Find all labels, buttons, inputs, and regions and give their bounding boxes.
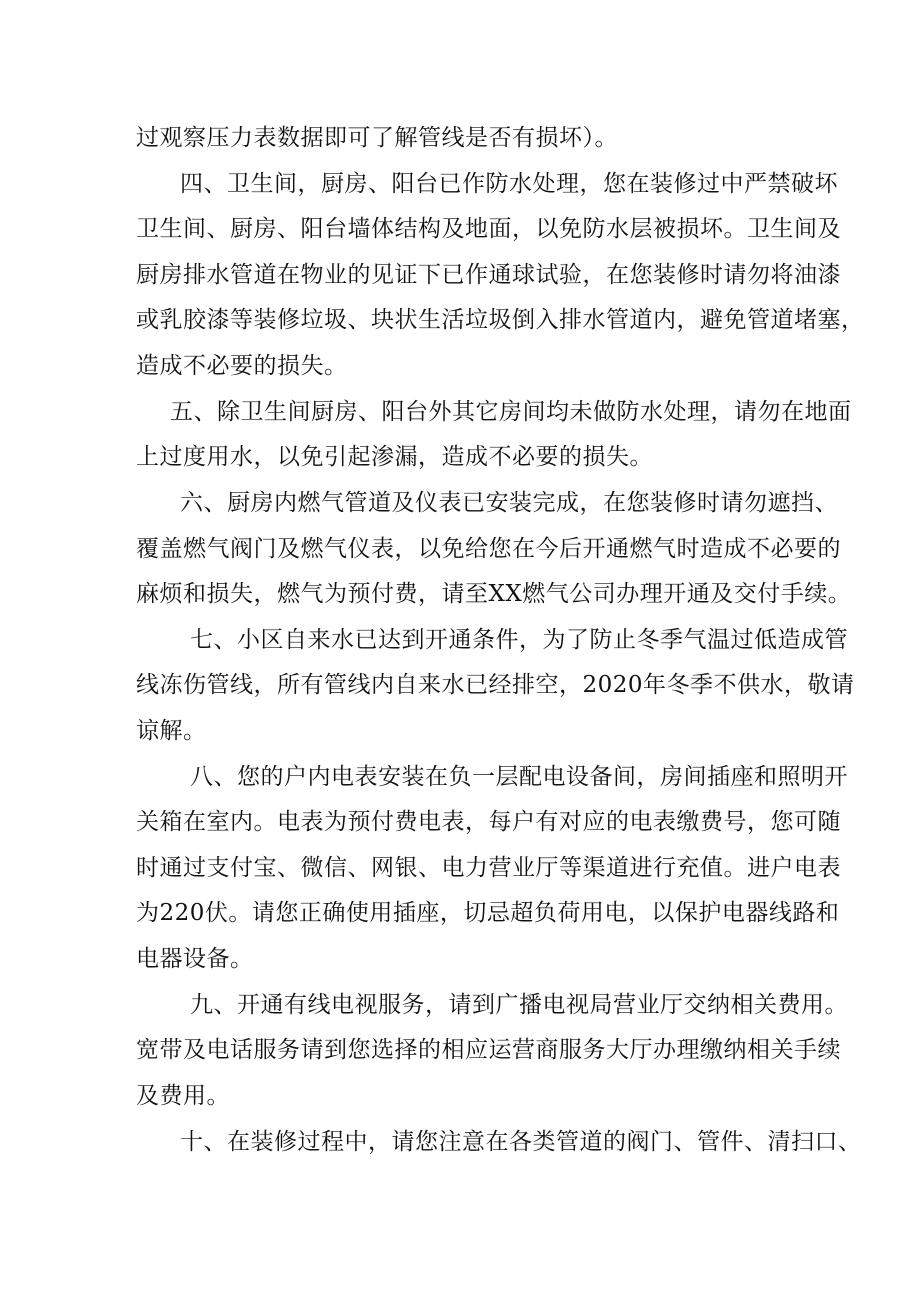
text-line: 电器设备。 <box>136 946 254 972</box>
text-line: 上过度用水，以免引起渗漏，造成不必要的损失。 <box>136 444 653 470</box>
text-line: 麻烦和损失，燃气为预付费，请至XX燃气公司办理开通及交付手续。 <box>136 581 852 607</box>
text-line: 厨房排水管道在物业的见证下已作通球试验，在您装修时请勿将油漆 <box>136 262 841 288</box>
text-line: 八、您的户内电表安装在负一层配电设备间，房间插座和照明开 <box>190 764 848 790</box>
text-line: 十、在装修过程中，请您注意在各类管道的阀门、管件、清扫口、 <box>180 1129 862 1155</box>
text-line: 过观察压力表数据即可了解管线是否有损坏）。 <box>136 125 618 151</box>
text-line: 覆盖燃气阀门及燃气仪表，以免给您在今后开通燃气时造成不必要的 <box>136 536 841 562</box>
text-line: 关箱在室内。电表为预付费电表，每户有对应的电表缴费号，您可随 <box>136 809 841 835</box>
text-line: 谅解。 <box>136 718 207 744</box>
text-line: 宽带及电话服务请到您选择的相应运营商服务大厅办理缴纳相关手续 <box>136 1037 841 1063</box>
text-line: 或乳胶漆等装修垃圾、块状生活垃圾倒入排水管道内，避免管道堵塞， <box>136 307 865 333</box>
text-line: 四、卫生间，厨房、阳台已作防水处理，您在装修过中严禁破坏 <box>180 171 838 197</box>
text-line: 五、除卫生间厨房、阳台外其它房间均未做防水处理，请勿在地面 <box>170 399 852 425</box>
text-line: 线冻伤管线，所有管线内自来水已经排空，2020年冬季不供水，敬请 <box>136 672 855 698</box>
text-line: 时通过支付宝、微信、网银、电力营业厅等渠道进行充值。进户电表 <box>136 855 841 881</box>
text-line: 卫生间、厨房、阳台墙体结构及地面，以免防水层被损坏。卫生间及 <box>136 216 841 242</box>
text-line: 为220伏。请您正确使用插座，切忌超负荷用电，以保护电器线路和 <box>136 900 840 926</box>
text-line: 六、厨房内燃气管道及仪表已安装完成，在您装修时请勿遮挡、 <box>180 490 838 516</box>
text-line: 造成不必要的损失。 <box>136 353 348 379</box>
text-line: 及费用。 <box>136 1083 230 1109</box>
text-line: 七、小区自来水已达到开通条件，为了防止冬季气温过低造成管 <box>190 627 848 653</box>
text-line: 九、开通有线电视服务，请到广播电视局营业厅交纳相关费用。 <box>190 992 848 1018</box>
